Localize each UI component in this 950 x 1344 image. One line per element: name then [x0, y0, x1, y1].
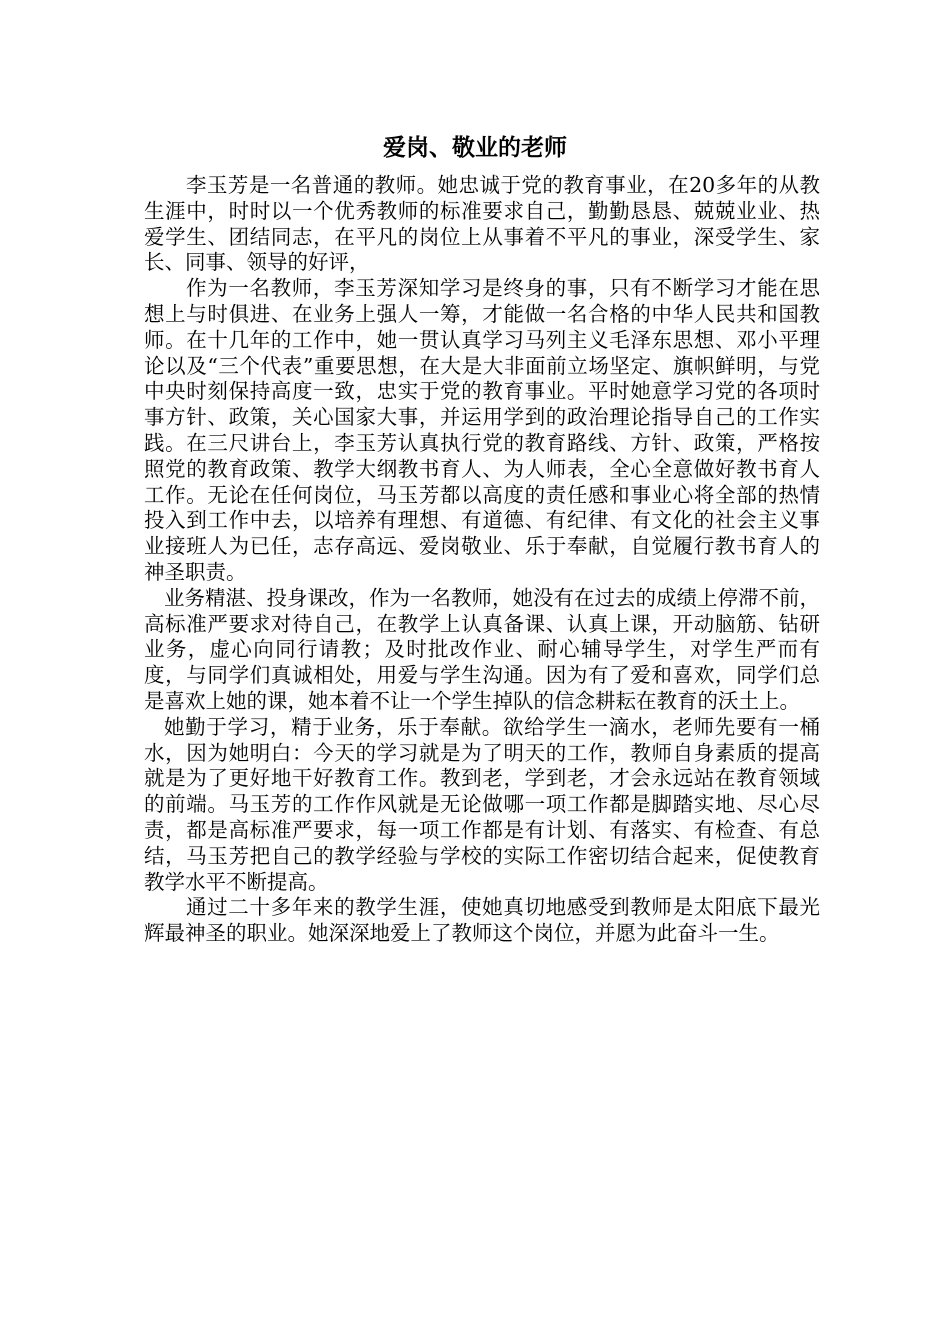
document-body	[144, 173, 820, 947]
paragraph-conclusion: 通过二十多年来的教学生涯，使她真切地感受到教师是太阳底下最光辉最神圣的职业。她深深地爱上了教师这个岗位，并愿为此奋斗一生。	[144, 895, 820, 946]
paragraph-professional-skill: 业务精湛、投身课改，作为一名教师，她没有在过去的成绩上停滞不前，高标准严要求对待自己，在教学上认真备课、认真上课，开动脑筋、钻研业务，虚心向同行请教；及时批改作业、耐心辅导学生，对学生严而有度，与同学们真诚相处，用爱与学生沟通。因为有了爱和喜欢，同学们总是喜欢上她的课，她本着不让一个学生掉队的信念耕耘在教育的沃土上。	[144, 585, 820, 713]
paragraph-intro: 李玉芳是一名普通的教师。她忠诚于党的教育事业，在20多年的从教生涯中，时时以一个优秀教师的标准要求自己，勤勤恳恳、兢兢业业、热爱学生、团结同志，在平凡的岗位上从事着不平凡的事业，深受学生、家长、同事、领导的好评，	[144, 173, 820, 275]
document-title: 爱岗、敬业的老师	[383, 135, 567, 161]
paragraph-learning: 作为一名教师，李玉芳深知学习是终身的事，只有不断学习才能在思想上与时俱进、在业务上强人一筹，才能做一名合格的中华人民共和国教师。在十几年的工作中，她一贯认真学习马列主义毛泽东思想、邓小平理论以及“三个代表”重要思想，在大是大非面前立场坚定、旗帜鲜明，与党中央时刻保持高度一致，忠实于党的教育事业。平时她意学习党的各项时事方针、政策，关心国家大事，并运用学到的政治理论指导自己的工作实践。在三尺讲台上，李玉芳认真执行党的教育路线、方针、政策，严格按照党的教育政策、教学大纲教书育人、为人师表，全心全意做好教书育人工作。无论在任何岗位，马玉芳都以高度的责任感和事业心将全部的热情投入到工作中去，以培养有理想、有道德、有纪律、有文化的社会主义事业接班人为已任，志存高远、爱岗敬业、乐于奉献，自觉履行教书育人的神圣职责。	[144, 276, 820, 584]
paragraph-dedication: 她勤于学习，精于业务，乐于奉献。欲给学生一滴水，老师先要有一桶水，因为她明白：今天的学习就是为了明天的工作，教师自身素质的提高就是为了更好地干好教育工作。教到老，学到老，才会永远站在教育领域的前端。马玉芳的工作作风就是无论做哪一项工作都是脚踏实地、尽心尽责，都是高标准严要求，每一项工作都是有计划、有落实、有检查、有总结，马玉芳把自己的教学经验与学校的实际工作密切结合起来，促使教育教学水平不断提高。	[144, 714, 820, 894]
